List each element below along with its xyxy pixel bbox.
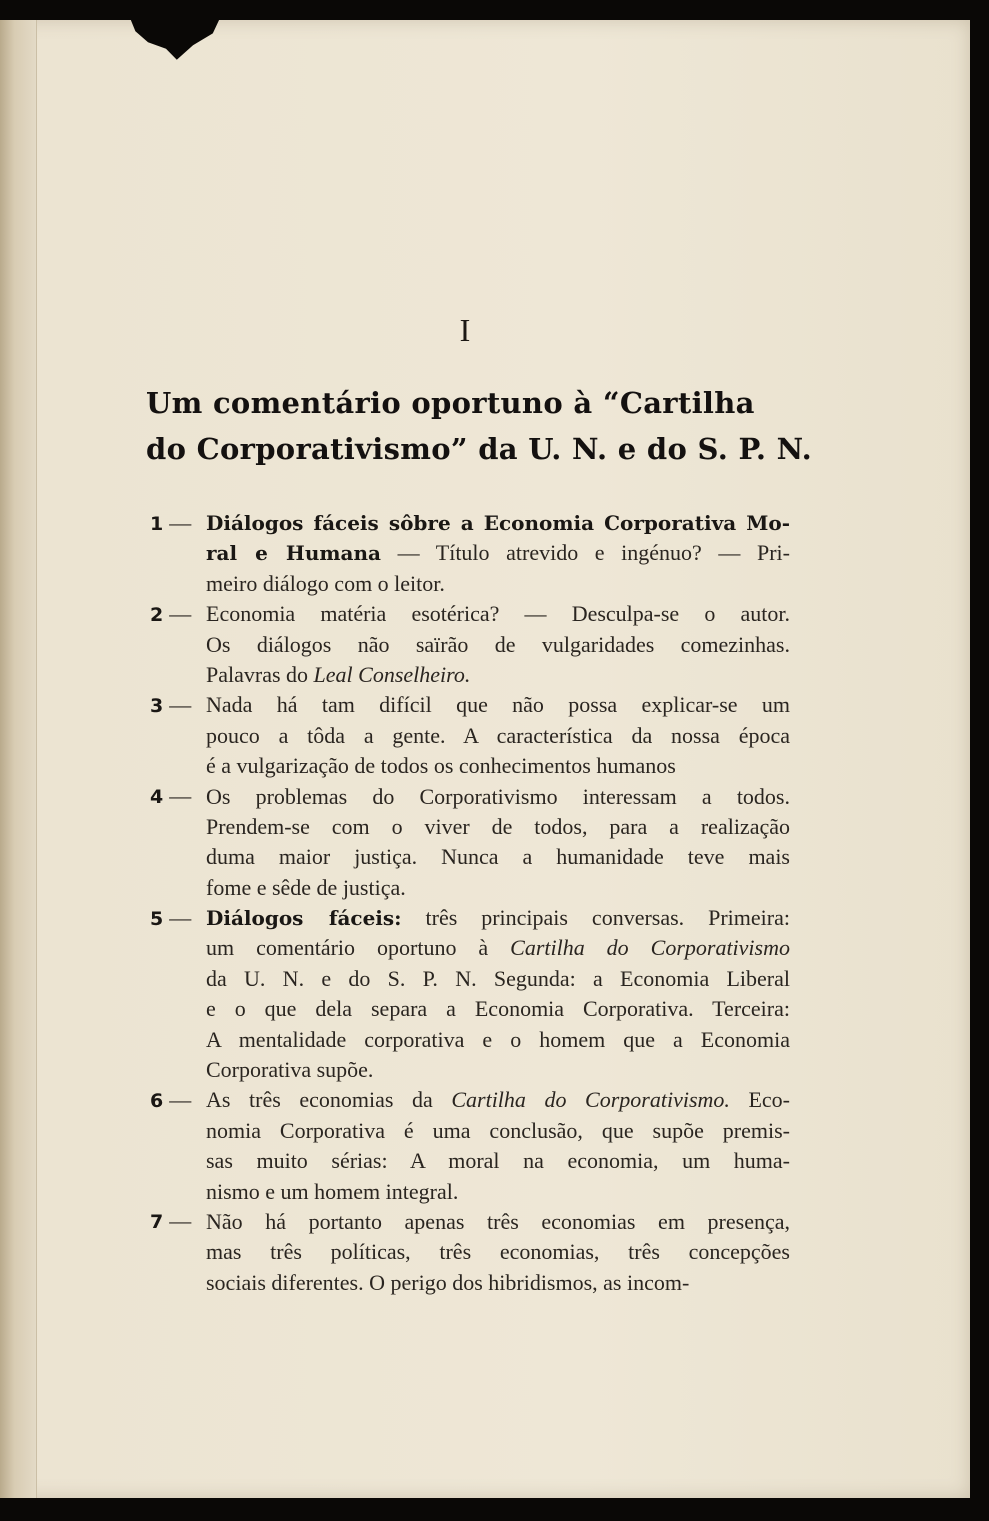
- text-segment: meiro diálogo com o leitor.: [206, 570, 445, 596]
- text-segment: fome e sêde de justiça.: [206, 874, 406, 900]
- text-segment: sas muito sérias: A moral na economia, um huma-: [206, 1148, 790, 1174]
- entry-dash: —: [169, 600, 192, 626]
- text-segment: é a vulgarização de todos os conhecimentos humanos: [206, 753, 676, 779]
- summary-line: [150, 1025, 790, 1055]
- text-segment: e o que dela separa a Economia Corporativa. Terceira:: [206, 996, 790, 1022]
- summary-line: [150, 1085, 790, 1115]
- text-segment: Corporativa supõe.: [206, 1057, 374, 1083]
- text-segment: Não há portanto apenas três economias em presença,: [206, 1208, 790, 1234]
- chapter-title-line: do Corporativismo” da U. N. e do S. P. N.: [146, 432, 812, 466]
- summary-line: [150, 1237, 790, 1267]
- text-segment: três principais conversas. Primeira:: [401, 905, 790, 931]
- entry-dash: —: [169, 783, 192, 809]
- summary-line: [150, 1177, 790, 1207]
- summary-line: [150, 933, 790, 963]
- summary-line: [150, 1146, 790, 1176]
- summary-line: [150, 994, 790, 1024]
- text-segment: Cartilha do Corporativismo.: [451, 1087, 730, 1113]
- text-segment: A mentalidade corporativa e o homem que a Economia: [206, 1026, 790, 1052]
- entry-marker: [150, 599, 206, 630]
- text-segment: Diálogos fáceis:: [206, 906, 402, 931]
- entry-marker: [150, 508, 206, 539]
- text-segment: da U. N. e do S. P. N. Segunda: a Economia Liberal: [206, 965, 790, 991]
- text-segment: nismo e um homem integral.: [206, 1178, 459, 1204]
- entry-number: 1: [150, 512, 164, 535]
- text-segment: nomia Corporativa é uma conclusão, que supõe premis-: [206, 1117, 790, 1143]
- text-segment: Eco-: [729, 1087, 791, 1113]
- text-segment: duma maior justiça. Nunca a humanidade teve mais: [206, 844, 790, 870]
- summary-line: [150, 1268, 790, 1298]
- summary-line: [150, 812, 790, 842]
- entry-number: 7: [150, 1211, 164, 1234]
- summary-line: [150, 903, 790, 933]
- text-segment: As três economias da: [206, 1087, 452, 1113]
- text-segment: Leal Conselheiro.: [313, 661, 471, 687]
- summary-line: [150, 721, 790, 751]
- summary-line: [150, 569, 790, 599]
- entry-marker: [150, 781, 206, 812]
- summary-line: [150, 1116, 790, 1146]
- summary-line: [150, 508, 790, 538]
- summary-entry: [150, 508, 800, 599]
- text-segment: mas três políticas, três economias, três concepções: [206, 1239, 790, 1265]
- summary-entry: [150, 782, 800, 904]
- summary-entry: [150, 690, 800, 781]
- entry-marker: [150, 1085, 206, 1116]
- entry-number: 4: [150, 786, 164, 809]
- entry-number: 3: [150, 694, 164, 717]
- summary-line: [150, 660, 790, 690]
- summary-line: [150, 873, 790, 903]
- chapter-title: [146, 380, 812, 472]
- text-segment: sociais diferentes. O perigo dos hibridismos, as incom-: [206, 1269, 690, 1295]
- text-segment: Diálogos fáceis sôbre a Economia Corporativa Mo-: [206, 511, 790, 535]
- summary-entry: [150, 903, 800, 1085]
- entry-number: 2: [150, 603, 164, 626]
- summary-line: [150, 842, 790, 872]
- binding-edge: [0, 20, 37, 1498]
- text-segment: pouco a tôda a gente. A característica da nossa época: [206, 722, 790, 748]
- entry-first-line-text: [206, 1085, 790, 1115]
- entry-dash: —: [169, 691, 192, 717]
- entry-first-line-text: [206, 599, 790, 629]
- text-segment: Os problemas do Corporativismo interessam a todos.: [206, 783, 790, 809]
- entry-dash: —: [169, 509, 192, 535]
- entry-dash: —: [169, 904, 192, 930]
- entry-marker: [150, 690, 206, 721]
- entry-first-line-text: [206, 690, 790, 720]
- summary-entry: [150, 1085, 800, 1207]
- entry-marker: [150, 1206, 206, 1237]
- text-segment: Prendem-se com o viver de todos, para a realização: [206, 813, 790, 839]
- summary-line: [150, 782, 790, 812]
- text-segment: Os diálogos não saïrão de vulgaridades comezinhas.: [206, 631, 790, 657]
- summary-line: [150, 964, 790, 994]
- entry-first-line-text: [206, 903, 790, 933]
- summary-line: [150, 599, 790, 629]
- text-segment: Economia matéria esotérica? — Desculpa-se o autor.: [206, 601, 790, 627]
- summary-entry: [150, 599, 800, 690]
- summary-line: [150, 690, 790, 720]
- entry-dash: —: [169, 1086, 192, 1112]
- chapter-summary: [150, 508, 800, 1298]
- text-segment: Palavras do: [206, 661, 314, 687]
- summary-line: [150, 1207, 790, 1237]
- summary-line: [150, 538, 790, 568]
- entry-number: 6: [150, 1089, 164, 1112]
- entry-dash: —: [169, 1208, 192, 1234]
- text-segment: Nada há tam difícil que não possa explicar-se um: [206, 692, 790, 718]
- entry-first-line-text: [206, 782, 790, 812]
- entry-first-line-text: [206, 1207, 790, 1237]
- summary-entry: [150, 1207, 800, 1298]
- entry-number: 5: [150, 907, 164, 930]
- summary-line: [150, 1055, 790, 1085]
- text-segment: — Título atrevido e ingénuo? — Pri-: [380, 540, 790, 566]
- text-segment: Cartilha do Corporativismo: [510, 935, 790, 961]
- entry-marker: [150, 903, 206, 934]
- text-segment: ral e Humana: [206, 541, 381, 566]
- entry-first-line-text: [206, 508, 790, 538]
- chapter-number: I: [459, 312, 471, 348]
- summary-line: [150, 751, 790, 781]
- chapter-title-line: Um comentário oportuno à “Cartilha: [146, 386, 755, 420]
- text-segment: um comentário oportuno à: [206, 935, 511, 961]
- summary-line: [150, 630, 790, 660]
